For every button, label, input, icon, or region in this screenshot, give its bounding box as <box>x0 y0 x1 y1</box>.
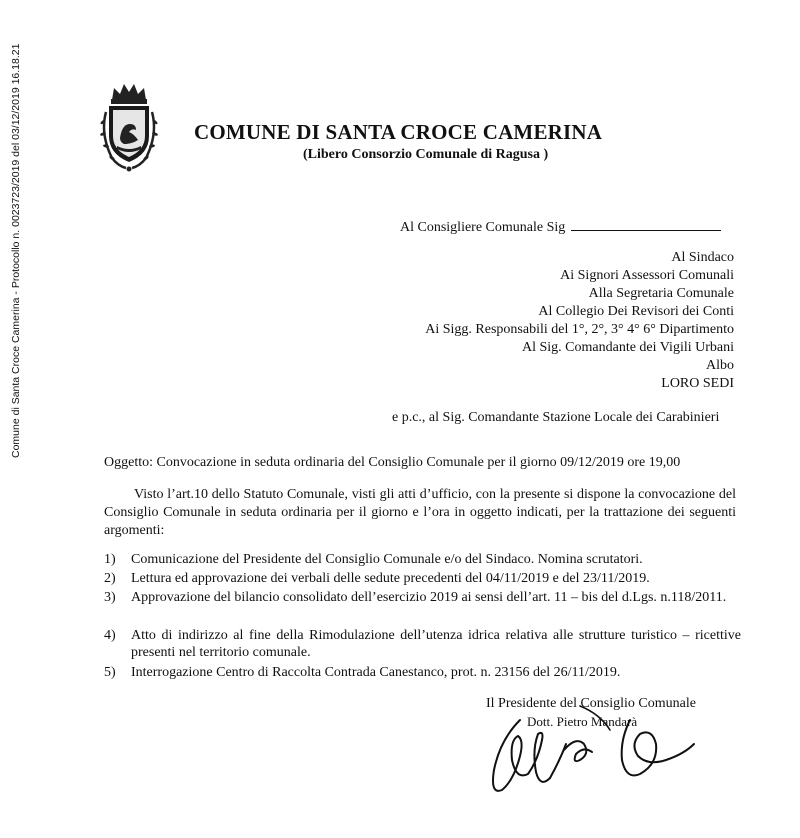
addressee-line <box>400 220 721 236</box>
agenda-item <box>104 551 744 569</box>
agenda-number: 3) <box>104 590 116 605</box>
recipient-line: Alla Segretaria Comunale <box>588 286 734 301</box>
document-subtitle: (Libero Consorzio Comunale di Ragusa ) <box>303 147 549 162</box>
agenda-item <box>104 589 744 625</box>
agenda-text: Atto di indirizzo al fine della Rimodulazione dell’utenza idrica relativa alle strutture turistico – ricettive presenti nel territorio comunale. <box>131 628 741 660</box>
handwritten-signature <box>480 700 700 810</box>
body-paragraph: Visto l’art.10 dello Statuto Comunale, visti gli atti d’ufficio, con la presente si dispone la convocazione del Consiglio Comunale in seduta ordinaria per il giorno e l’ora in oggetto indicati, per la trattazione dei seguenti argomenti: <box>104 487 736 538</box>
agenda-text: Approvazione del bilancio consolidato dell’esercizio 2019 ai sensi dell’art. 11 – bis del d.Lgs. n.118/2011. <box>131 590 727 605</box>
subject-line: Oggetto: Convocazione in seduta ordinaria del Consiglio Comunale per il giorno 09/12/2019 ore 19,00 <box>104 455 681 470</box>
recipient-line: Albo <box>706 358 734 373</box>
recipient-line: LORO SEDI <box>661 376 734 391</box>
agenda-text: Comunicazione del Presidente del Consiglio Comunale e/o del Sindaco. Nomina scrutatori. <box>131 552 643 567</box>
agenda-item <box>104 570 744 588</box>
addressee-blank <box>571 220 721 231</box>
recipient-line: Al Sig. Comandante dei Vigili Urbani <box>522 340 734 355</box>
cc-line: e p.c., al Sig. Comandante Stazione Locale dei Carabinieri <box>392 410 720 425</box>
recipient-line: Ai Signori Assessori Comunali <box>560 268 734 283</box>
agenda-item <box>104 627 744 663</box>
recipient-line: Al Sindaco <box>671 250 734 265</box>
recipient-line: Ai Sigg. Responsabili del 1°, 2°, 3° 4° 6° Dipartimento <box>425 322 734 337</box>
document-title: COMUNE DI SANTA CROCE CAMERINA <box>194 120 603 144</box>
addressee-label: Al Consigliere Comunale Sig <box>400 220 566 235</box>
recipient-line: Al Collegio Dei Revisori dei Conti <box>538 304 734 319</box>
signatory-name: Dott. Pietro Mandarà <box>527 714 638 729</box>
agenda-text: Interrogazione Centro di Raccolta Contrada Canestanco, prot. n. 23156 del 26/11/2019. <box>131 665 621 680</box>
agenda-item <box>104 664 744 682</box>
protocol-stamp: Comune di Santa Croce Camerina - Protocollo n. 0023723/2019 del 03/12/2019 16.18.21 <box>10 43 22 458</box>
signatory-title: Il Presidente del Consiglio Comunale <box>486 696 696 711</box>
agenda-number: 5) <box>104 665 116 680</box>
agenda-text: Lettura ed approvazione dei verbali delle sedute precedenti del 04/11/2019 e del 23/11/2019. <box>131 571 650 586</box>
agenda-number: 2) <box>104 571 116 586</box>
municipal-crest-icon <box>98 78 160 174</box>
agenda-number: 4) <box>104 628 116 643</box>
agenda-number: 1) <box>104 552 116 567</box>
